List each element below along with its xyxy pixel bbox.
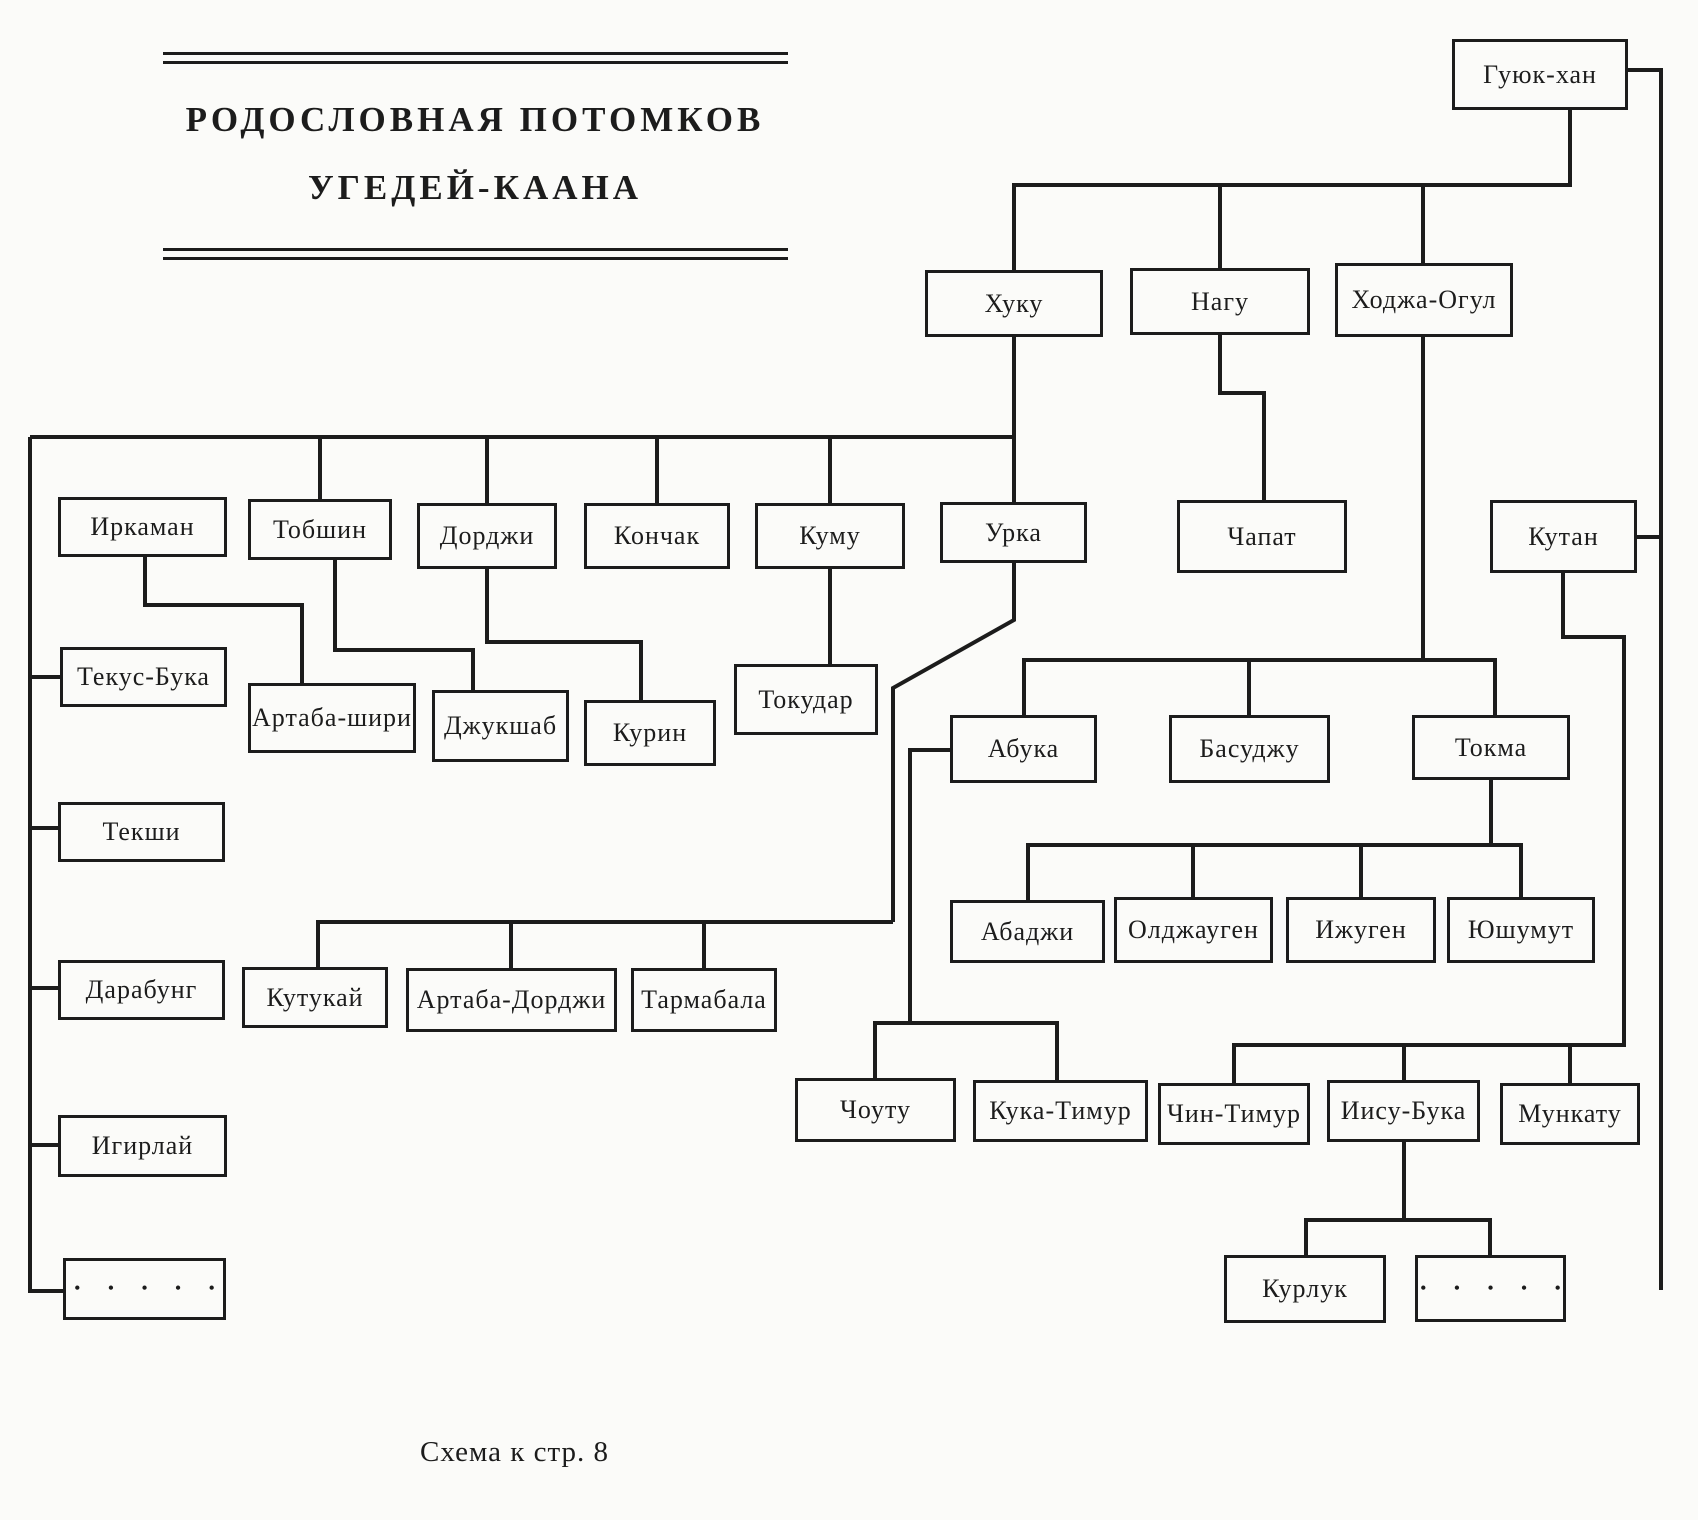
node-choutu: Чоуту xyxy=(795,1078,956,1142)
node-tekshi: Текши xyxy=(58,802,225,862)
node-yushumut: Юшумут xyxy=(1447,897,1595,963)
connector-line xyxy=(335,560,473,690)
title-rule xyxy=(163,248,788,251)
node-dots-right: • • • • • xyxy=(1415,1255,1566,1322)
node-kutan: Кутан xyxy=(1490,500,1637,573)
node-chin-timur: Чин-Тимур xyxy=(1158,1083,1310,1145)
node-igirlay: Игирлай xyxy=(58,1115,227,1177)
connector-line xyxy=(487,569,641,700)
connector-line xyxy=(1220,335,1264,500)
node-basudzhu: Басуджу xyxy=(1169,715,1330,783)
node-darabung: Дарабунг xyxy=(58,960,225,1020)
node-iisu-buka: Иису-Бука xyxy=(1327,1080,1480,1142)
node-tarmabala: Тармабала xyxy=(631,968,777,1032)
node-kumu: Куму xyxy=(755,503,905,569)
node-kutukay: Кутукай xyxy=(242,967,388,1028)
diagram-title-line1: РОДОСЛОВНАЯ ПОТОМКОВ xyxy=(185,100,765,139)
node-tobshin: Тобшин xyxy=(248,499,392,560)
node-artaba-dordzhi: Артаба-Дорджи xyxy=(406,968,617,1032)
connector-line xyxy=(1306,1220,1490,1255)
node-tokma: Токма xyxy=(1412,715,1570,780)
connector-line xyxy=(875,1023,1057,1080)
node-irkaman: Иркаман xyxy=(58,497,227,557)
title-rule xyxy=(163,52,788,55)
node-artaba-shiri: Артаба-шири xyxy=(248,683,416,753)
node-oldzhaugen: Олджауген xyxy=(1114,897,1273,963)
connector-line xyxy=(1028,845,1521,900)
node-chapat: Чапат xyxy=(1177,500,1347,573)
diagram-title-line2: УГЕДЕЙ-КААНА xyxy=(307,168,643,207)
node-dordzhi: Дорджи xyxy=(417,503,557,569)
connector-line xyxy=(1014,110,1570,270)
node-dzhukshab: Джукшаб xyxy=(432,690,569,762)
node-kuka-timur: Кука-Тимур xyxy=(973,1080,1148,1142)
node-kurluk: Курлук xyxy=(1224,1255,1386,1323)
node-abuka: Абука xyxy=(950,715,1097,783)
title-rule xyxy=(163,61,788,64)
connector-line xyxy=(910,750,950,1023)
connector-line xyxy=(1234,573,1624,1083)
node-guyuk-khan: Гуюк-хан xyxy=(1452,39,1628,110)
node-nagu: Нагу xyxy=(1130,268,1310,335)
node-tekus-buka: Текус-Бука xyxy=(60,647,227,707)
node-izhugen: Ижуген xyxy=(1286,897,1436,963)
title-rule xyxy=(163,257,788,260)
node-urka: Урка xyxy=(940,502,1087,563)
node-munkatu: Мункату xyxy=(1500,1083,1640,1145)
connector-line xyxy=(1024,660,1495,715)
node-dots-left: • • • • • xyxy=(63,1258,226,1320)
node-khuku: Хуку xyxy=(925,270,1103,337)
node-abadzhi: Абаджи xyxy=(950,900,1105,963)
node-khodzha-ogul: Ходжа-Огул xyxy=(1335,263,1513,337)
page-caption: Схема к стр. 8 xyxy=(420,1436,610,1468)
connector-line xyxy=(318,922,893,967)
node-kurin: Курин xyxy=(584,700,716,766)
node-konchak: Кончак xyxy=(584,503,730,569)
node-tokudar: Токудар xyxy=(734,664,878,735)
